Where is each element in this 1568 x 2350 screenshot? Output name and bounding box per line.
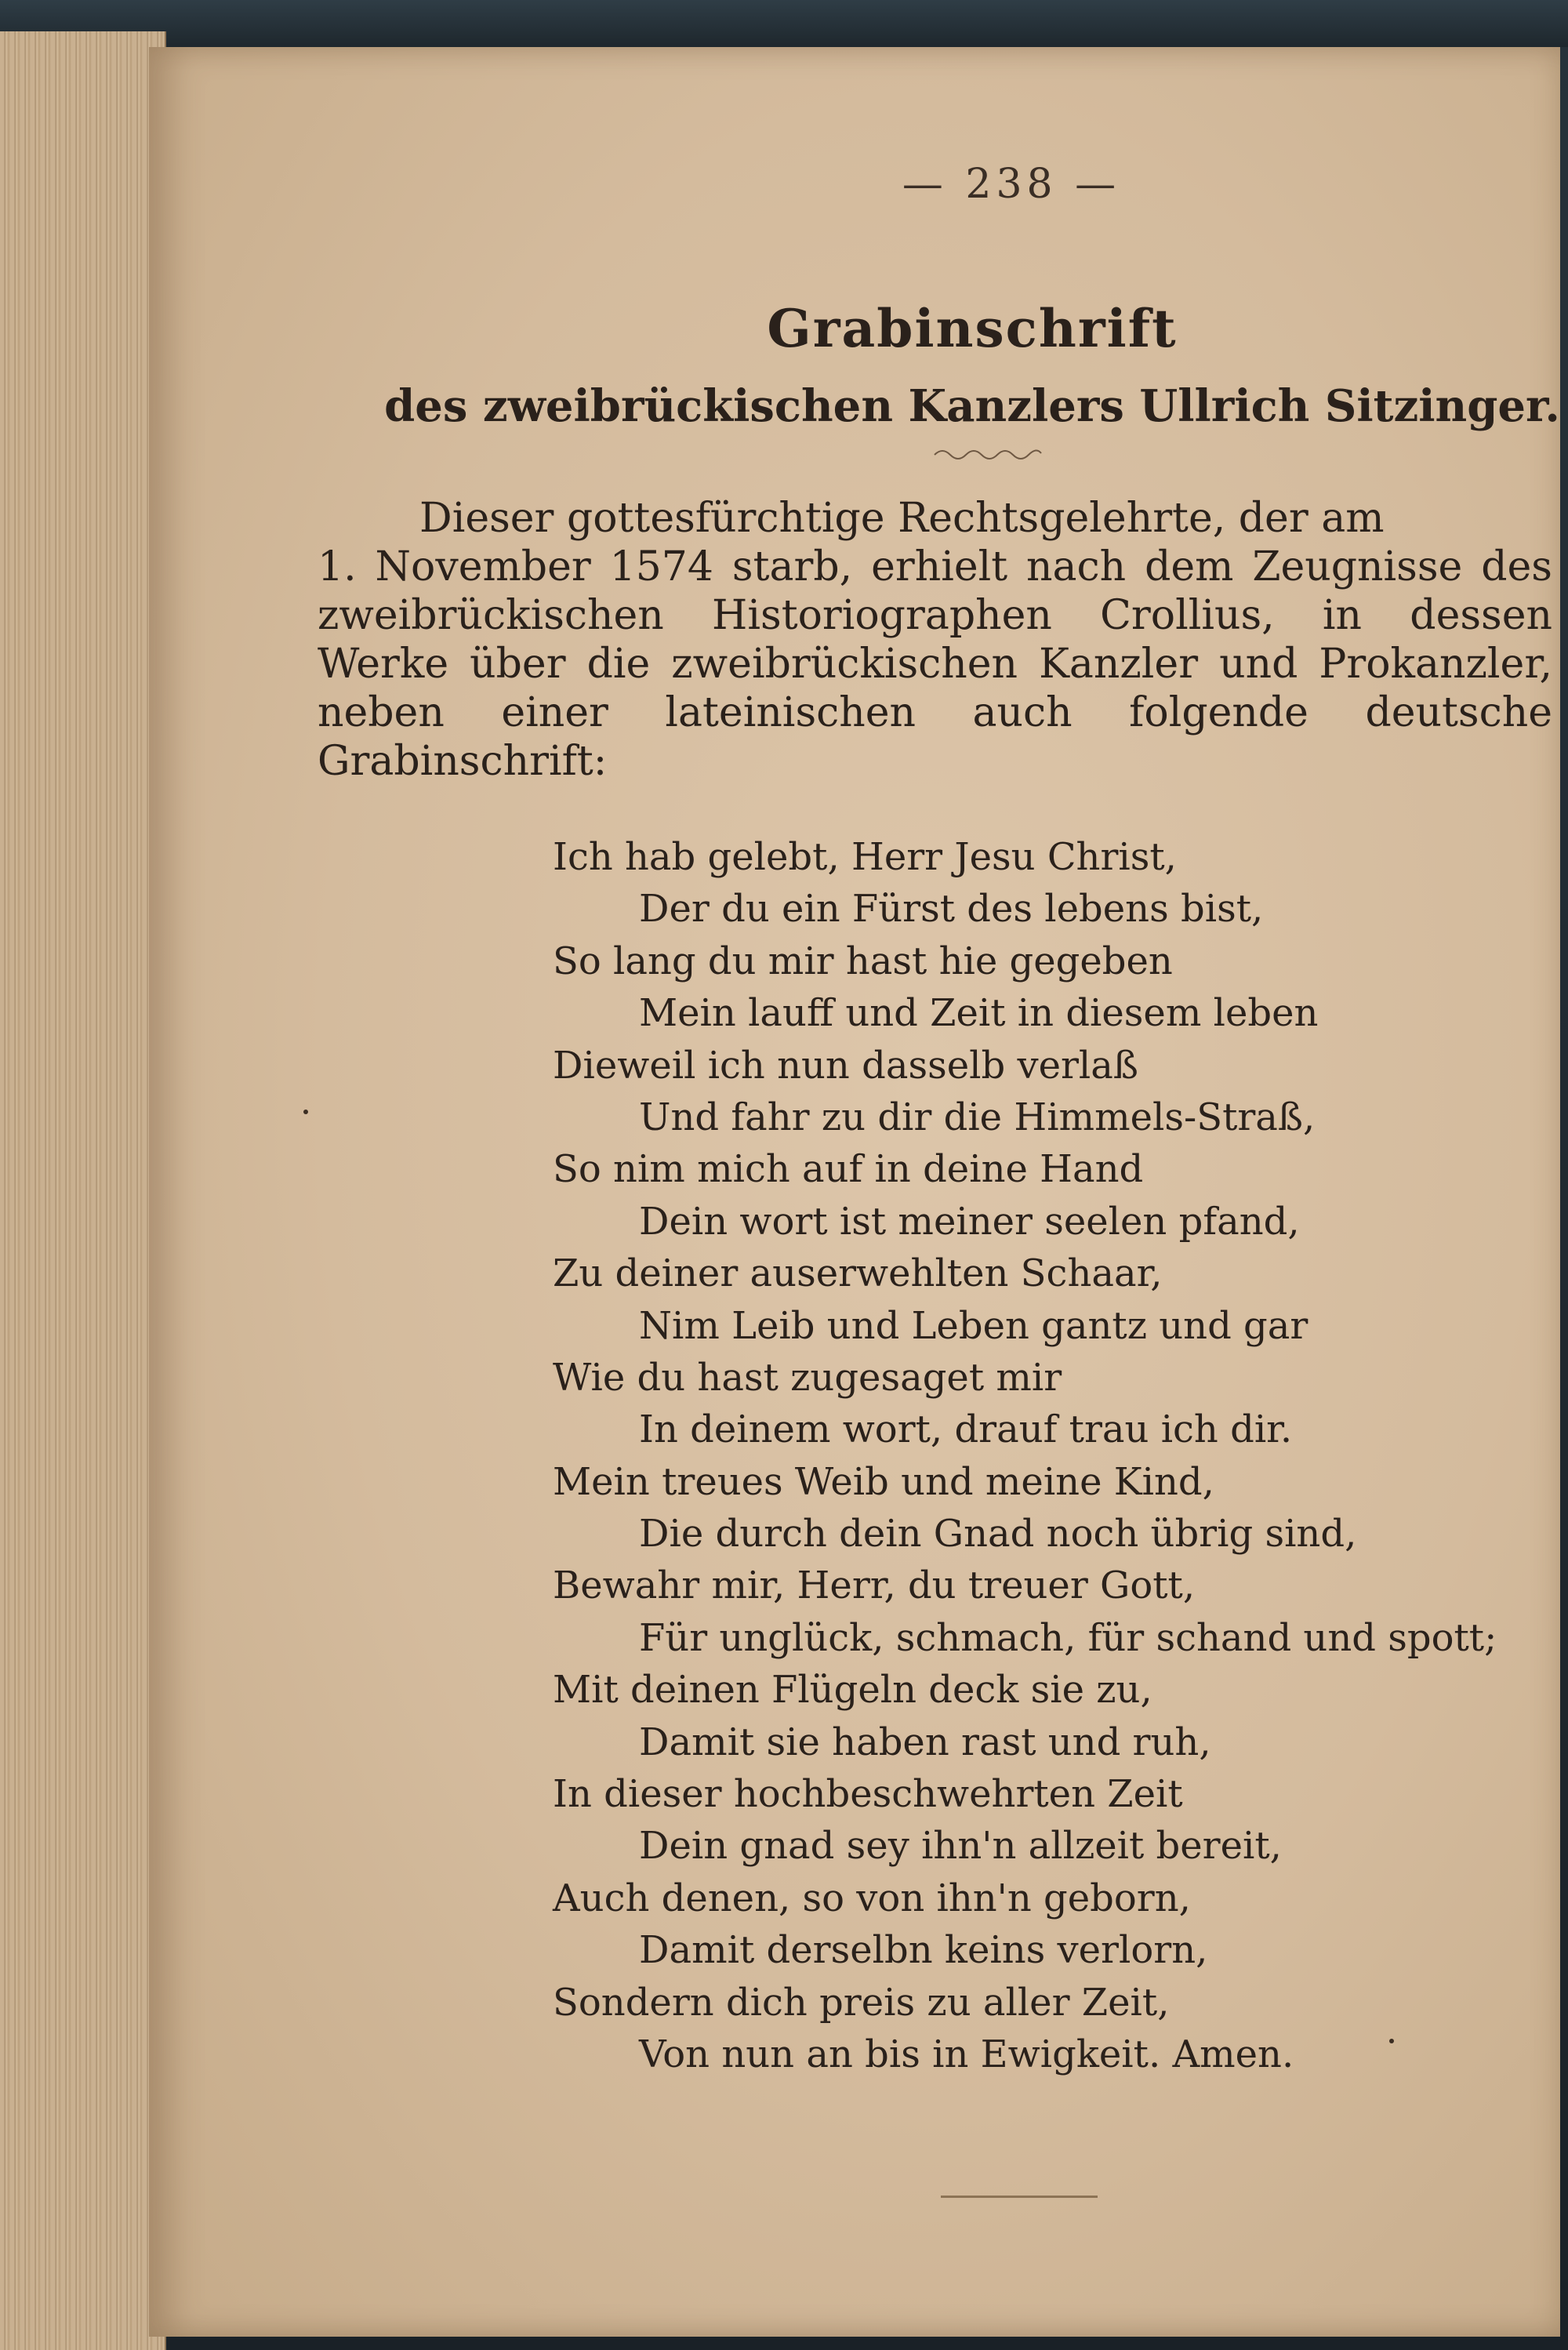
poem-line: Und fahr zu dir die Himmels-Straß, xyxy=(639,1095,1316,1139)
page-number: — 238 — xyxy=(902,161,1121,208)
poem-line: Dieweil ich nun dasselb verlaß xyxy=(553,1043,1138,1088)
page-subtitle: des zweibrückischen Kanzlers Ullrich Sitzinger. xyxy=(384,380,1560,432)
poem-line: Damit sie haben rast und ruh, xyxy=(639,1720,1211,1764)
poem-line: Auch denen, so von ihn'n geborn, xyxy=(553,1876,1191,1920)
book-page xyxy=(149,47,1560,2337)
poem-line: Für unglück, schmach, für schand und spott; xyxy=(639,1615,1497,1660)
poem-line: Mit deinen Flügeln deck sie zu, xyxy=(553,1668,1152,1713)
page-title: Grabinschrift xyxy=(767,298,1178,359)
poem-line: Mein lauff und Zeit in diesem leben xyxy=(639,991,1319,1036)
end-rule xyxy=(941,2196,1098,2198)
print-speck xyxy=(303,1110,308,1114)
intro-first-line: Dieser gottesfürchtige Rechtsgelehrte, der am xyxy=(419,495,1385,542)
book-cover-edge xyxy=(0,0,1568,47)
poem-line: Mein treues Weib und meine Kind, xyxy=(553,1459,1214,1504)
poem-line: So lang du mir hast hie gegeben xyxy=(553,939,1173,983)
epitaph-poem xyxy=(553,831,1568,2080)
poem-line: Der du ein Fürst des lebens bist, xyxy=(639,887,1264,932)
poem-line: Wie du hast zugesaget mir xyxy=(553,1355,1062,1400)
poem-line: Sondern dich preis zu aller Zeit, xyxy=(553,1980,1170,2025)
poem-line: Nim Leib und Leben gantz und gar xyxy=(639,1303,1308,1348)
poem-line: So nim mich auf in deine Hand xyxy=(553,1147,1144,1192)
poem-line: Damit derselbn keins verlorn, xyxy=(639,1928,1208,1973)
poem-line: In dieser hochbeschwehrten Zeit xyxy=(553,1772,1183,1817)
poem-line: Von nun an bis in Ewigkeit. Amen. xyxy=(639,2032,1294,2076)
ornament-squiggle-icon xyxy=(933,445,1043,461)
poem-line: Die durch dein Gnad noch übrig sind, xyxy=(639,1512,1357,1556)
intro-continuation: 1. November 1574 starb, erhielt nach dem Zeugnisse des zweibrückischen Historiographen Crollius, in dessen Werke über die zweibrückischen Kanzler und Prokanzler, neben einer lateinischen auch folgende deutsche Grabinschrift: xyxy=(318,543,1552,785)
poem-line: In deinem wort, drauf trau ich dir. xyxy=(639,1407,1293,1452)
poem-line: Zu deiner auserwehlten Schaar, xyxy=(553,1251,1163,1296)
intro-paragraph xyxy=(318,494,1552,786)
poem-line: Bewahr mir, Herr, du treuer Gott, xyxy=(553,1564,1196,1608)
poem-line: Dein wort ist meiner seelen pfand, xyxy=(639,1199,1300,1244)
poem-line: Dein gnad sey ihn'n allzeit bereit, xyxy=(639,1824,1282,1869)
page-edges xyxy=(0,31,166,2350)
print-speck xyxy=(1389,2039,1394,2043)
poem-line: Ich hab gelebt, Herr Jesu Christ, xyxy=(553,835,1177,879)
